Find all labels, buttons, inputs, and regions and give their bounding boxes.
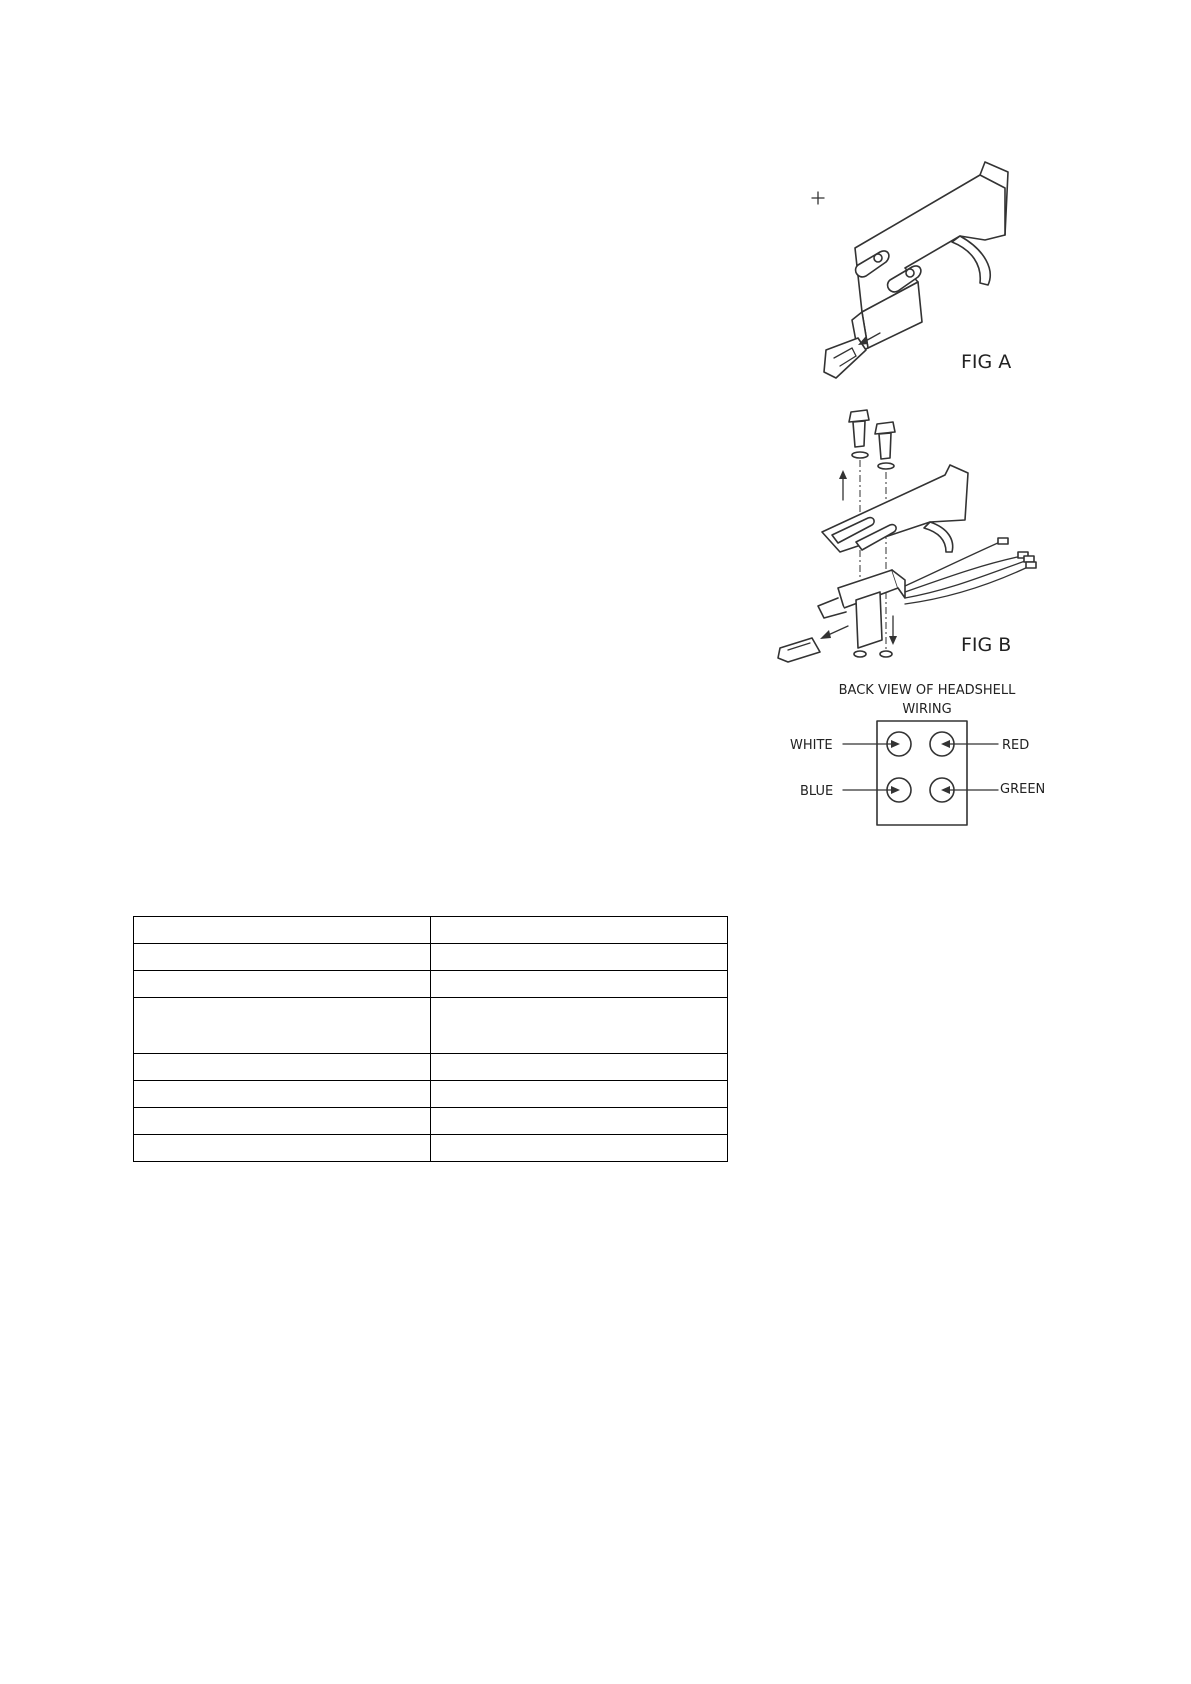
- spec-table: [133, 916, 728, 1162]
- table-cell: [134, 944, 431, 971]
- table-cell: [134, 1081, 431, 1108]
- table-row: [134, 1081, 728, 1108]
- wiring-title-line1: BACK VIEW OF HEADSHELL: [838, 683, 1016, 698]
- fig-a-drawing: [824, 162, 1008, 378]
- table-cell: [431, 1081, 728, 1108]
- fig-a-label: FIG A: [961, 351, 1012, 373]
- wiring-diagram: [843, 721, 998, 825]
- table-cell: [431, 1054, 728, 1081]
- table-row: [134, 998, 728, 1054]
- wire-label-white: WHITE: [790, 738, 833, 753]
- table-cell: [431, 917, 728, 944]
- table-cell: [134, 1108, 431, 1135]
- fig-b-drawing: [778, 410, 1036, 662]
- table-cell: [134, 917, 431, 944]
- wire-label-red: RED: [1002, 738, 1030, 753]
- table-cell: [431, 998, 728, 1054]
- table-cell: [134, 1135, 431, 1162]
- table-row: [134, 1135, 728, 1162]
- table-cell: [431, 971, 728, 998]
- wiring-title-line2: WIRING: [902, 702, 952, 717]
- wire-label-green: GREEN: [1000, 782, 1046, 797]
- crosshair-mark: [812, 192, 824, 204]
- table-cell: [431, 1108, 728, 1135]
- fig-b-label: FIG B: [961, 634, 1012, 656]
- table-cell: [134, 971, 431, 998]
- table-cell: [431, 1135, 728, 1162]
- table-row: [134, 971, 728, 998]
- wire-label-blue: BLUE: [800, 784, 834, 799]
- table-cell: [134, 998, 431, 1054]
- table-row: [134, 944, 728, 971]
- table-row: [134, 1108, 728, 1135]
- table-row: [134, 917, 728, 944]
- table-row: [134, 1054, 728, 1081]
- table-cell: [431, 944, 728, 971]
- table-cell: [134, 1054, 431, 1081]
